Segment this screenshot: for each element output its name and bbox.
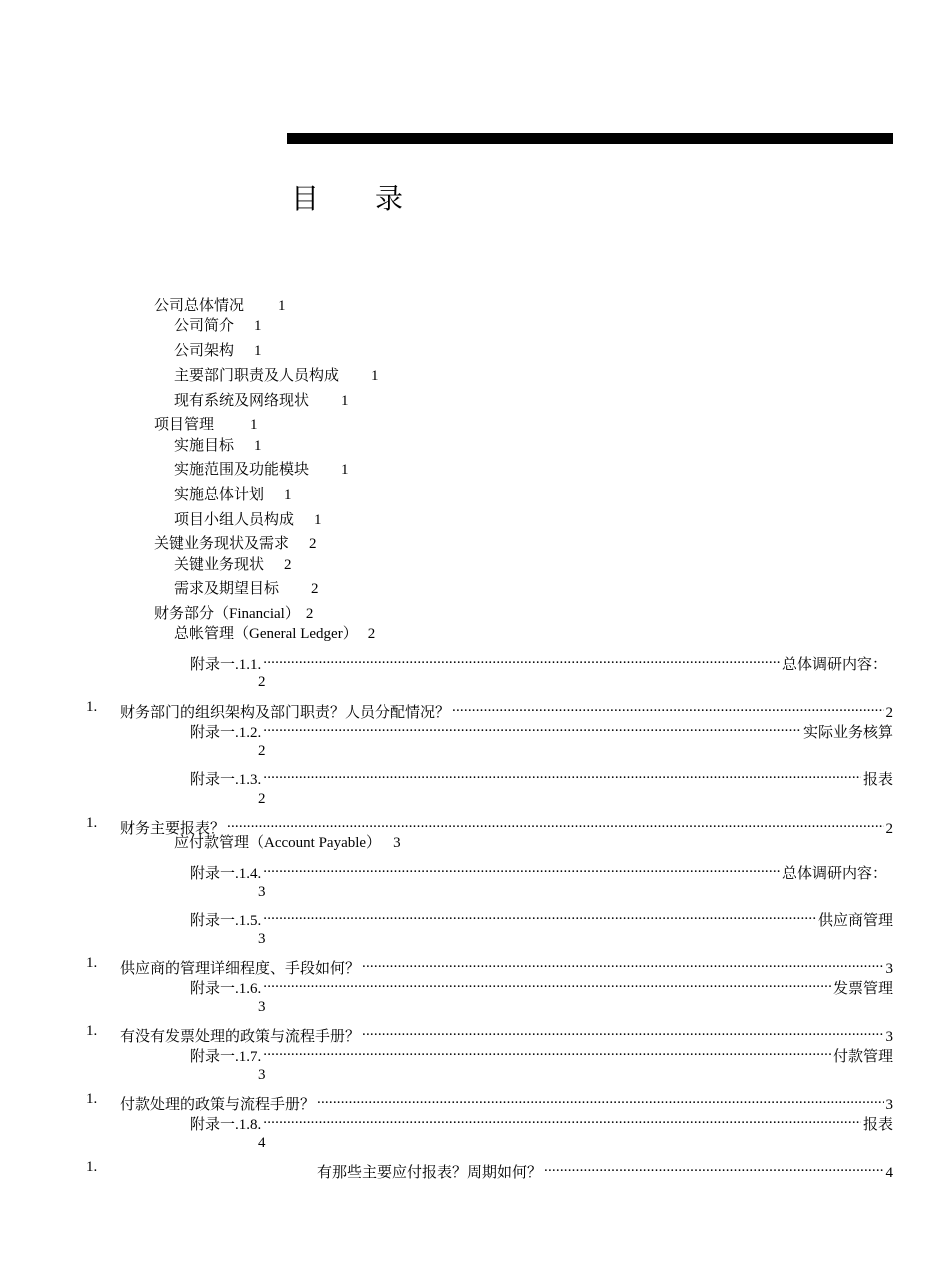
toc-entry[interactable]: 现有系统及网络现状 1 <box>174 393 349 409</box>
appendix-page: 3 <box>258 1067 266 1083</box>
question-number: 1. <box>86 1159 98 1175</box>
appendix-entry[interactable]: 附录一.1.6. ..... 发票管理 <box>190 973 893 999</box>
dot-leader <box>263 649 780 669</box>
appendix-entry[interactable]: 附录一.1.1. ..... 总体调研内容： <box>190 649 887 675</box>
toc-entry[interactable]: 实施总体计划 1 <box>174 487 292 503</box>
appendix-page: 4 <box>258 1135 266 1151</box>
dot-leader <box>362 953 883 973</box>
toc-entry[interactable]: 需求及期望目标 2 <box>174 581 319 597</box>
appendix-page: 2 <box>258 791 266 807</box>
appendix-page: 2 <box>258 743 266 759</box>
dot-leader <box>452 697 883 717</box>
toc-entry[interactable]: 公司架构 1 <box>174 343 262 359</box>
appendix-entry[interactable]: 附录一.1.8. ..... 报表 <box>190 1109 893 1135</box>
appendix-entry[interactable]: 附录一.1.2. ..... 实际业务核算 <box>190 717 893 743</box>
appendix-entry[interactable]: 附录一.1.7. ..... 付款管理 <box>190 1041 893 1067</box>
dot-leader <box>263 858 780 878</box>
dot-leader <box>263 973 831 993</box>
question-entry[interactable]: 付款处理的政策与流程手册？ ..... 3 <box>120 1089 893 1115</box>
question-number: 1. <box>86 1091 98 1107</box>
toc-title: 目 录 <box>291 184 404 215</box>
toc-entry[interactable]: 项目管理 1 <box>154 417 258 433</box>
question-entry[interactable]: 财务主要报表？ ..... 2 <box>120 813 893 839</box>
appendix-entry[interactable]: 附录一.1.4. ..... 总体调研内容： <box>190 858 887 884</box>
question-entry[interactable]: 财务部门的组织架构及部门职责？人员分配情况？ ..... 2 <box>120 697 893 723</box>
dot-leader <box>263 1109 861 1129</box>
toc-entry[interactable]: 公司简介 1 <box>174 318 262 334</box>
question-entry[interactable]: 有那些主要应付报表？周期如何？ ..... 4 <box>317 1157 893 1183</box>
toc-entry[interactable]: 项目小组人员构成 1 <box>174 512 322 528</box>
toc-entry[interactable]: 实施目标 1 <box>174 438 262 454</box>
question-number: 1. <box>86 955 98 971</box>
dot-leader <box>263 1041 831 1061</box>
toc-entry[interactable]: 关键业务现状及需求 2 <box>154 536 317 552</box>
dot-leader <box>544 1157 883 1177</box>
appendix-page: 2 <box>258 674 266 690</box>
dot-leader <box>227 813 883 833</box>
dot-leader <box>263 717 801 737</box>
toc-entry[interactable]: 主要部门职责及人员构成 1 <box>174 368 379 384</box>
toc-entry[interactable]: 财务部分（Financial） 2 <box>154 606 314 622</box>
question-entry[interactable]: 有没有发票处理的政策与流程手册？ ..... 3 <box>120 1021 893 1047</box>
appendix-page: 3 <box>258 931 266 947</box>
question-number: 1. <box>86 815 98 831</box>
appendix-page: 3 <box>258 999 266 1015</box>
question-number: 1. <box>86 699 98 715</box>
toc-entry[interactable]: 公司总体情况 1 <box>154 298 286 314</box>
toc-entry[interactable]: 应付款管理（Account Payable） 3 <box>174 835 401 851</box>
dot-leader <box>317 1089 883 1109</box>
appendix-page: 3 <box>258 884 266 900</box>
dot-leader <box>362 1021 883 1041</box>
dot-leader <box>263 764 861 784</box>
dot-leader <box>263 905 816 925</box>
appendix-entry[interactable]: 附录一.1.5. ..... 供应商管理 <box>190 905 893 931</box>
appendix-entry[interactable]: 附录一.1.3. ..... 报表 <box>190 764 893 790</box>
question-number: 1. <box>86 1023 98 1039</box>
question-entry[interactable]: 供应商的管理详细程度、手段如何？ ..... 3 <box>120 953 893 979</box>
toc-entry[interactable]: 关键业务现状 2 <box>174 557 292 573</box>
toc-entry[interactable]: 实施范围及功能模块 1 <box>174 462 349 478</box>
toc-entry[interactable]: 总帐管理（General Ledger） 2 <box>174 626 376 642</box>
